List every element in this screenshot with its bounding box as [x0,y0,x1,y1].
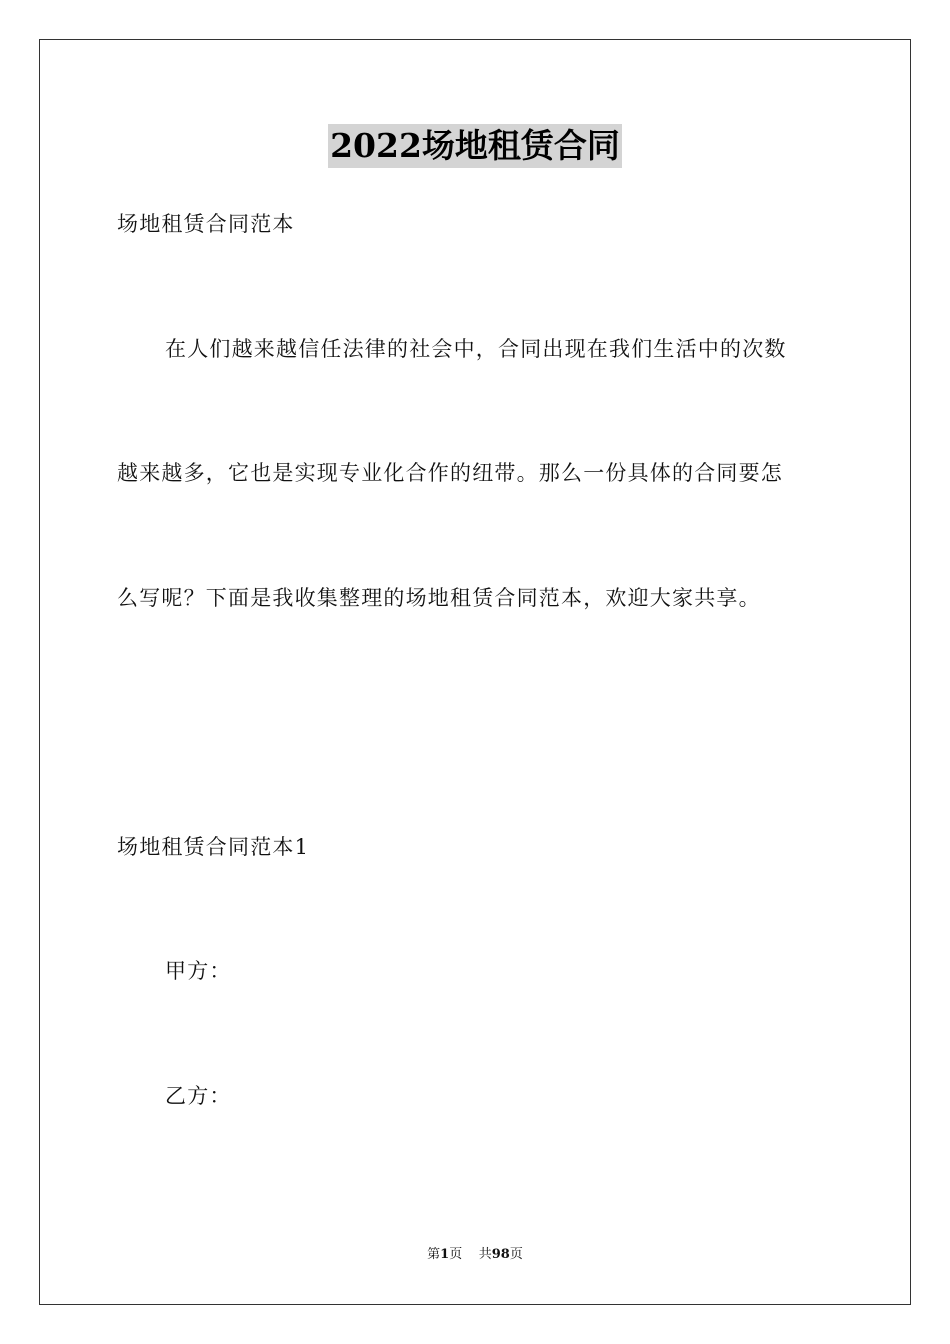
footer-page-suffix: 页 [449,1247,463,1262]
document-title: 2022场地租赁合同 [328,124,622,168]
footer-total-pages: 98 [491,1247,510,1262]
intro-line-2: 越来越多，它也是实现专业化合作的纽带。那么一份具体的合同要怎 [117,461,783,485]
intro-line-1: 在人们越来越信任法律的社会中，合同出现在我们生活中的次数 [165,337,787,361]
footer-total-prefix: 共 [478,1247,492,1262]
section-heading: 场地租赁合同范本1 [117,835,310,859]
footer-page-number: 1 [440,1247,450,1262]
intro-line-3: 么写呢？下面是我收集整理的场地租赁合同范本，欢迎大家共享。 [117,586,761,610]
document-subtitle: 场地租赁合同范本 [117,212,295,236]
party-b-label: 乙方： [165,1084,232,1108]
party-a-label: 甲方： [165,959,232,983]
title-container [0,124,950,168]
footer-page-prefix: 第 [427,1247,441,1262]
footer-total-suffix: 页 [509,1247,523,1262]
page-footer [0,1246,950,1264]
